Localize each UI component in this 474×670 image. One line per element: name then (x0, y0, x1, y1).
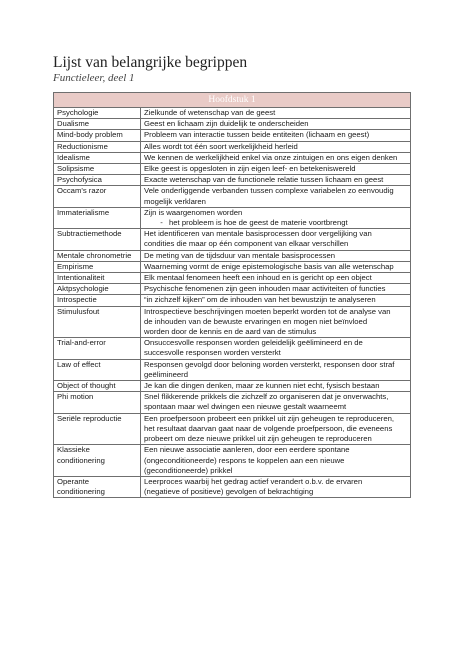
table-row (54, 392, 411, 413)
definition-text: (ongeconditioneerde) respons te koppelen aan een nieuwe (144, 455, 345, 465)
term-text: Solipsisme (57, 164, 95, 174)
term-text: Seriële reproductie (57, 413, 122, 423)
term-cell (54, 261, 141, 272)
definition-bullet (144, 218, 407, 228)
term-text: Law of effect (57, 359, 101, 369)
definition-text: Waarneming vormt de enige epistemologische basis van alle wetenschap (144, 261, 394, 271)
term-cell (54, 338, 141, 359)
bullet-dash: - (160, 218, 163, 228)
definition-text: het resultaat daarvan gaat naar de volgende proefpersoon, die eveneens (144, 423, 393, 433)
term-cell (54, 130, 141, 141)
term-text: Subtractiemethode (57, 229, 122, 239)
table-row (54, 119, 411, 130)
table-row (54, 141, 411, 152)
definition-cell (141, 392, 411, 413)
terms-table (53, 92, 411, 498)
term-cell (54, 207, 141, 228)
definition-cell (141, 152, 411, 163)
definition-cell (141, 119, 411, 130)
definition-text: Je kan die dingen denken, maar ze kunnen niet echt, fysisch bestaan (144, 381, 380, 391)
definition-cell (141, 284, 411, 295)
definition-text: Elke geest is opgesloten in zijn eigen leef- en betekeniswereld (144, 164, 356, 174)
definition-cell (141, 186, 411, 207)
chapter-header-row (54, 93, 411, 108)
term-cell (54, 229, 141, 250)
table-row (54, 164, 411, 175)
definition-text: succesvolle responsen worden versterkt (144, 348, 281, 358)
definition-text: probeert om deze nieuwe prikkel uit zijn geheugen te reproduceren (144, 434, 372, 444)
definition-cell (141, 338, 411, 359)
definition-text: Probleem van interactie tussen beide entiteiten (lichaam en geest) (144, 130, 370, 140)
chapter-heading: Hoofdstuk 1 (54, 93, 411, 108)
term-cell (54, 141, 141, 152)
table-row (54, 108, 411, 119)
definition-text: Responsen gevolgd door beloning worden versterkt, responsen door straf (144, 359, 395, 369)
table-row (54, 306, 411, 338)
term-text: Mentale chronometrie (57, 250, 132, 260)
definition-cell (141, 229, 411, 250)
definition-cell (141, 108, 411, 119)
definition-text: Psychische fenomenen zijn geen inhouden maar activiteiten of functies (144, 284, 386, 294)
definition-text: Geest en lichaam zijn duidelijk te onderscheiden (144, 119, 309, 129)
page-subtitle: Functieleer, deel 1 (53, 72, 135, 84)
term-text: Empirisme (57, 261, 94, 271)
table-row (54, 284, 411, 295)
term-cell (54, 273, 141, 284)
term-cell (54, 392, 141, 413)
definition-cell (141, 175, 411, 186)
term-cell (54, 381, 141, 392)
term-cell (54, 164, 141, 175)
term-text: Aktpsychologie (57, 284, 109, 294)
term-cell (54, 108, 141, 119)
definition-cell (141, 207, 411, 228)
term-cell (54, 284, 141, 295)
term-text: Psychofysica (57, 175, 102, 185)
definition-cell (141, 261, 411, 272)
definition-text: “in zichzelf kijken” om de inhouden van het bewustzijn te analyseren (144, 295, 376, 305)
term-text: Psychologie (57, 108, 99, 117)
table-row (54, 229, 411, 250)
definition-text: mogelijk verklaren (144, 196, 206, 206)
term-cell (54, 359, 141, 380)
definition-cell (141, 359, 411, 380)
table-row (54, 175, 411, 186)
term-text: Dualisme (57, 119, 90, 129)
definition-text: geëlimineerd (144, 369, 189, 379)
definition-text: de inhouden van de bewuste ervaringen en mogen niet beïnvloed (144, 316, 368, 326)
table-row (54, 445, 411, 477)
definition-text: Vele onderliggende verbanden tussen complexe variabelen zo eenvoudig (144, 186, 394, 196)
definition-text: Zijn is waargenomen worden (144, 207, 243, 217)
term-cell (54, 295, 141, 306)
term-cell (54, 445, 141, 477)
definition-text: Een nieuwe associatie aanleren, door een eerdere spontane (144, 445, 350, 455)
definition-text: Exacte wetenschap van de functionele relatie tussen lichaam en geest (144, 175, 384, 185)
table-row (54, 273, 411, 284)
table-row (54, 130, 411, 141)
term-cell (54, 152, 141, 163)
term-text: Operante (57, 476, 90, 486)
table-row (54, 413, 411, 445)
table-row (54, 186, 411, 207)
term-text: Intentionaliteit (57, 273, 105, 283)
term-text: Object of thought (57, 381, 116, 391)
definition-text: Introspectieve beschrijvingen moeten beperkt worden tot de analyse van (144, 306, 391, 316)
definition-text: Een proefpersoon probeert een prikkel uit zijn geheugen te reproduceren, (144, 413, 395, 423)
definition-cell (141, 164, 411, 175)
definition-cell (141, 445, 411, 477)
table-row (54, 152, 411, 163)
term-cell (54, 306, 141, 338)
term-cell (54, 119, 141, 130)
definition-text: Alles wordt tot één soort werkelijkheid herleid (144, 141, 298, 151)
table-row (54, 381, 411, 392)
definition-cell (141, 306, 411, 338)
term-text: Phi motion (57, 392, 94, 402)
table-row (54, 476, 411, 497)
definition-cell (141, 476, 411, 497)
term-cell (54, 186, 141, 207)
term-text: Trial-and-error (57, 338, 106, 348)
term-text: conditionering (57, 487, 105, 497)
table-row (54, 250, 411, 261)
term-text: conditionering (57, 455, 105, 465)
definition-text: Onsuccesvolle responsen worden geleidelijk geëlimineerd en de (144, 338, 363, 348)
terms-body (54, 108, 411, 498)
definition-text: Zielkunde of wetenschap van de geest (144, 108, 276, 117)
definition-cell (141, 250, 411, 261)
table-row (54, 338, 411, 359)
table-row (54, 261, 411, 272)
definition-text: spontaan maar wel dwingen een nieuwe gestalt waarneemt (144, 402, 347, 412)
definition-text: De meting van de tijdsduur van mentale basisprocessen (144, 250, 336, 260)
definition-text: Leerproces waarbij het gedrag actief verandert o.b.v. de ervaren (144, 476, 363, 486)
term-cell (54, 476, 141, 497)
page-title: Lijst van belangrijke begrippen (53, 54, 248, 71)
term-cell (54, 175, 141, 186)
term-text: Immaterialisme (57, 207, 110, 217)
definition-cell (141, 141, 411, 152)
definition-text: Snel flikkerende prikkels die zichzelf zo organiseren dat je onverwachts, (144, 392, 389, 402)
term-text: Occam's razor (57, 186, 107, 196)
term-text: Introspectie (57, 295, 97, 305)
definition-text: condities die maar op één component van elkaar verschillen (144, 239, 349, 249)
term-text: Mind-body problem (57, 130, 123, 140)
table-row (54, 359, 411, 380)
definition-text: worden door de kennis en de aard van de stimulus (144, 327, 317, 337)
term-text: Klassieke (57, 445, 90, 455)
definition-cell (141, 273, 411, 284)
definition-text: (negatieve of positieve) gevolgen of bekrachtiging (144, 487, 314, 497)
definition-text: Elk mentaal fenomeen heeft een inhoud en is gericht op een object (144, 273, 372, 283)
table-row (54, 295, 411, 306)
definition-cell (141, 295, 411, 306)
term-text: Idealisme (57, 152, 90, 162)
term-cell (54, 413, 141, 445)
definition-cell (141, 413, 411, 445)
bullet-text: het probleem is hoe de geest de materie voortbrengt (169, 218, 348, 228)
table-row (54, 207, 411, 228)
term-text: Reductionisme (57, 141, 108, 151)
definition-text: We kennen de werkelijkheid enkel via onze zintuigen en ons eigen denken (144, 152, 398, 162)
definition-cell (141, 381, 411, 392)
term-text: Stimulusfout (57, 306, 100, 316)
definition-text: (geconditioneerde) prikkel (144, 465, 233, 475)
definition-cell (141, 130, 411, 141)
term-cell (54, 250, 141, 261)
definition-text: Het identificeren van mentale basisprocessen door vergelijking van (144, 229, 372, 239)
